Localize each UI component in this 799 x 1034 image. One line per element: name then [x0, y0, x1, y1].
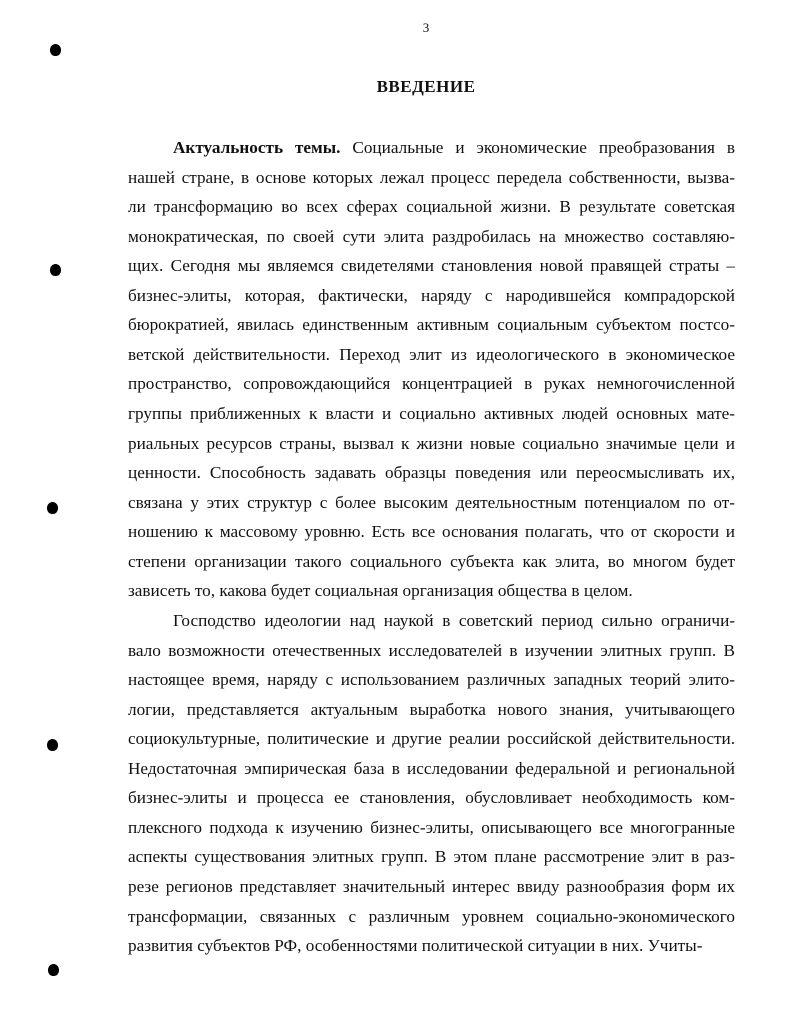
text-line	[128, 434, 735, 454]
line-text: бюрократией, явилась единственным активным социальным субъектом постсо-	[128, 315, 735, 335]
line-text: развития субъектов РФ, особенностями политической ситуации в них. Учиты-	[128, 936, 703, 956]
line-text: нашей стране, в основе которых лежал процесс передела собственности, вызва-	[128, 167, 735, 187]
line-text: вало возможности отечественных исследователей в изучении элитных групп. В	[128, 640, 735, 660]
text-line	[128, 936, 735, 956]
line-text: Недостаточная эмпирическая база в исследовании федеральной и региональной	[128, 758, 735, 778]
punch-hole-mark	[48, 964, 59, 976]
text-line	[128, 552, 735, 572]
text-line	[128, 788, 735, 808]
paragraph-lead: Актуальность темы.	[173, 138, 341, 157]
line-text: бизнес-элиты и процесса ее становления, обусловливает необходимость ком-	[128, 788, 735, 808]
section-title: ВВЕДЕНИЕ	[376, 77, 476, 96]
text-line	[128, 286, 735, 306]
text-line	[128, 847, 735, 867]
line-text: зависеть то, какова будет социальная организация общества в целом.	[128, 581, 633, 601]
text-line	[128, 700, 735, 720]
text-line	[128, 493, 735, 513]
text-line	[128, 729, 735, 749]
punch-hole-mark	[47, 502, 58, 514]
line-text: ли трансформацию во всех сферах социальной жизни. В результате советская	[128, 197, 735, 217]
text-line	[128, 168, 735, 188]
text-line	[128, 581, 735, 601]
text-line	[128, 907, 735, 927]
text-line	[128, 197, 735, 217]
text-line	[128, 463, 735, 483]
line-text: пространство, сопровождающийся концентрацией в руках немногочисленной	[128, 374, 735, 394]
line-text: степени организации такого социального субъекта как элита, во многом будет	[128, 551, 735, 571]
line-text: щих. Сегодня мы являемся свидетелями становления новой правящей страты –	[128, 256, 735, 276]
line-text: социокультурные, политические и другие реалии российской действительности.	[128, 729, 735, 749]
line-text: резе регионов представляет значительный интерес ввиду разнообразия форм их	[128, 877, 735, 896]
line-text: ценности. Способность задавать образцы поведения или переосмысливать их,	[128, 463, 735, 483]
text-line	[128, 641, 735, 661]
text-line	[173, 611, 735, 631]
line-text: трансформации, связанных с различным уровнем социально-экономического	[128, 906, 735, 926]
text-line	[128, 227, 735, 247]
punch-hole-mark	[50, 264, 61, 276]
line-text: бизнес-элиты, которая, фактически, наряду с народившейся компрадорской	[128, 285, 735, 305]
text-line	[173, 138, 735, 158]
punch-hole-mark	[50, 44, 61, 56]
line-text: группы приближенных к власти и социально активных людей основных мате-	[128, 404, 735, 424]
text-line	[128, 315, 735, 335]
punch-hole-mark	[47, 739, 58, 751]
text-line	[128, 522, 735, 542]
line-text: логии, представляется актуальным выработка нового знания, учитывающего	[128, 699, 735, 719]
line-text: настоящее время, наряду с использованием различных западных теорий элито-	[128, 670, 735, 690]
text-line	[128, 759, 735, 779]
line-text: ношению к массовому уровню. Есть все основания полагать, что от скорости и	[128, 522, 735, 542]
text-line	[128, 404, 735, 424]
text-line	[128, 670, 735, 690]
line-text: плексного подхода к изучению бизнес-элиты, описывающего все многогранные	[128, 817, 735, 837]
text-line	[128, 374, 735, 394]
text-line	[128, 877, 735, 897]
line-text: Господство идеологии над наукой в советский период сильно ограничи-	[173, 610, 735, 630]
line-text: связана у этих структур с более высоким деятельностным потенциалом по от-	[128, 492, 735, 512]
line-text: аспекты существования элитных групп. В этом плане рассмотрение элит в раз-	[128, 847, 735, 867]
line-text: монократическая, по своей сути элита раздробилась на множество составляю-	[128, 226, 735, 246]
line-text: ветской действительности. Переход элит из идеологического в экономическое	[128, 344, 735, 364]
text-line	[128, 818, 735, 838]
text-line	[128, 345, 735, 365]
line-text: риальных ресурсов страны, вызвал к жизни новые социально значимые цели и	[128, 433, 735, 453]
page-number: 3	[422, 20, 430, 35]
text-line	[128, 256, 735, 276]
line-text: Социальные и экономические преобразования в	[340, 138, 735, 157]
